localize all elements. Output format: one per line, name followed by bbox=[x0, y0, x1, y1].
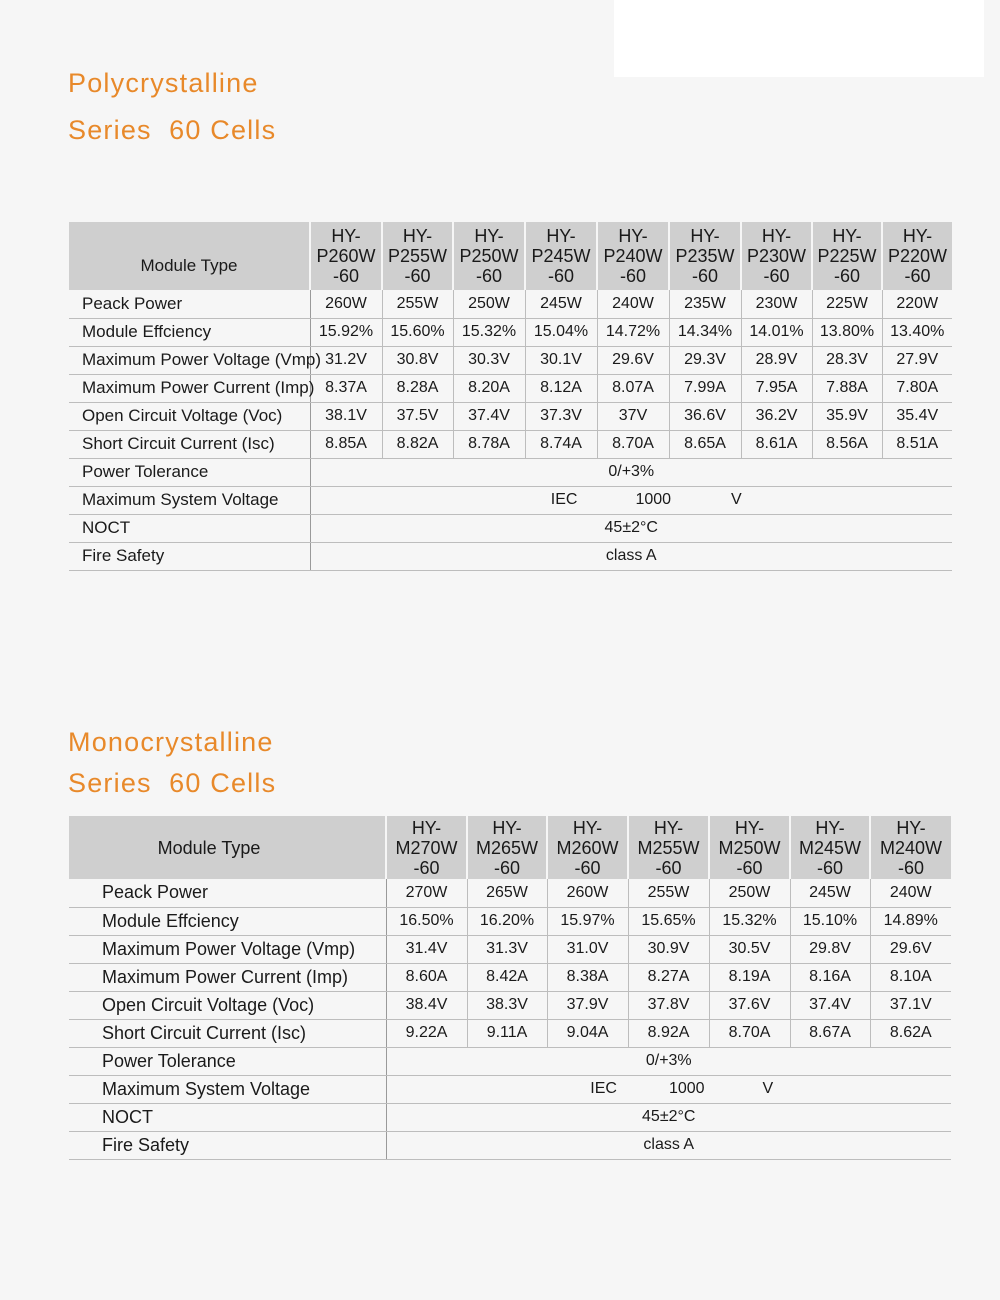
table-cell: 8.74A bbox=[525, 430, 597, 458]
table-cell: 235W bbox=[669, 290, 741, 318]
table-cell: 37.9V bbox=[547, 991, 628, 1019]
table-cell: 31.0V bbox=[547, 935, 628, 963]
table-row bbox=[69, 963, 951, 991]
row-label: Power Tolerance bbox=[69, 1047, 386, 1075]
table-row bbox=[69, 318, 952, 346]
table-cell: 15.32% bbox=[453, 318, 525, 346]
mono-model-header: HY- M240W -60 bbox=[870, 816, 951, 879]
mono-model-header: HY- M270W -60 bbox=[386, 816, 467, 879]
table-cell: 8.10A bbox=[870, 963, 951, 991]
table-row bbox=[69, 1019, 951, 1047]
table-row bbox=[69, 430, 952, 458]
table-cell: 225W bbox=[812, 290, 882, 318]
table-cell: 30.1V bbox=[525, 346, 597, 374]
table-row bbox=[69, 907, 951, 935]
row-label: Fire Safety bbox=[69, 1131, 386, 1159]
merged-cell bbox=[310, 486, 952, 514]
poly-model-header: HY- P220W -60 bbox=[882, 222, 952, 290]
table-cell: 27.9V bbox=[882, 346, 952, 374]
voltage-unit: V bbox=[762, 1080, 774, 1097]
table-cell: 270W bbox=[386, 879, 467, 907]
poly-heading-line2: Series 60 Cells bbox=[68, 115, 277, 145]
row-label: Maximum Power Current (Imp) bbox=[69, 963, 386, 991]
table-cell: 8.78A bbox=[453, 430, 525, 458]
row-label: Peack Power bbox=[69, 879, 386, 907]
table-cell: 8.27A bbox=[628, 963, 709, 991]
row-label: Short Circuit Current (Isc) bbox=[69, 430, 310, 458]
table-row bbox=[69, 1075, 951, 1103]
poly-model-header: HY- P245W -60 bbox=[525, 222, 597, 290]
poly-model-header: HY- P260W -60 bbox=[310, 222, 382, 290]
table-cell: 8.07A bbox=[597, 374, 669, 402]
mono-model-header: HY- M250W -60 bbox=[709, 816, 790, 879]
table-cell: 30.9V bbox=[628, 935, 709, 963]
blank-panel bbox=[614, 0, 984, 77]
table-cell: 240W bbox=[870, 879, 951, 907]
table-cell: 38.3V bbox=[467, 991, 547, 1019]
row-label: NOCT bbox=[69, 514, 310, 542]
table-cell: 8.92A bbox=[628, 1019, 709, 1047]
table-cell: 8.70A bbox=[709, 1019, 790, 1047]
table-cell: 265W bbox=[467, 879, 547, 907]
poly-spec-table bbox=[69, 222, 952, 571]
table-row bbox=[69, 374, 952, 402]
table-cell: 13.80% bbox=[812, 318, 882, 346]
table-cell: 14.34% bbox=[669, 318, 741, 346]
table-cell: 16.50% bbox=[386, 907, 467, 935]
table-row bbox=[69, 1047, 951, 1075]
mono-header-label: Module Type bbox=[69, 816, 386, 879]
table-cell: 30.8V bbox=[382, 346, 453, 374]
table-cell: 7.88A bbox=[812, 374, 882, 402]
table-cell: 8.60A bbox=[386, 963, 467, 991]
poly-model-header: HY- P230W -60 bbox=[741, 222, 812, 290]
table-cell: 14.89% bbox=[870, 907, 951, 935]
table-cell: 15.65% bbox=[628, 907, 709, 935]
table-cell: 8.19A bbox=[709, 963, 790, 991]
table-cell: 30.3V bbox=[453, 346, 525, 374]
table-cell: 29.6V bbox=[597, 346, 669, 374]
row-label: Short Circuit Current (Isc) bbox=[69, 1019, 386, 1047]
table-row bbox=[69, 1131, 951, 1159]
table-cell: 8.85A bbox=[310, 430, 382, 458]
table-cell: 36.6V bbox=[669, 402, 741, 430]
table-row bbox=[69, 1103, 951, 1131]
table-cell: 38.1V bbox=[310, 402, 382, 430]
table-cell: 38.4V bbox=[386, 991, 467, 1019]
row-label: Module Effciency bbox=[69, 318, 310, 346]
mono-header-row bbox=[69, 816, 951, 879]
table-cell: 36.2V bbox=[741, 402, 812, 430]
table-cell: 28.3V bbox=[812, 346, 882, 374]
table-cell: 37V bbox=[597, 402, 669, 430]
table-cell: 37.8V bbox=[628, 991, 709, 1019]
table-cell: 240W bbox=[597, 290, 669, 318]
table-cell: 37.4V bbox=[790, 991, 870, 1019]
row-label: Power Tolerance bbox=[69, 458, 310, 486]
table-cell: 9.04A bbox=[547, 1019, 628, 1047]
table-cell: 220W bbox=[882, 290, 952, 318]
mono-heading-line2: Series 60 Cells bbox=[68, 768, 277, 798]
row-label: Maximum System Voltage bbox=[69, 1075, 386, 1103]
poly-model-header: HY- P235W -60 bbox=[669, 222, 741, 290]
table-cell: 255W bbox=[628, 879, 709, 907]
table-row bbox=[69, 935, 951, 963]
poly-model-header: HY- P240W -60 bbox=[597, 222, 669, 290]
merged-cell: class A bbox=[386, 1131, 951, 1159]
table-cell: 15.10% bbox=[790, 907, 870, 935]
table-cell: 8.61A bbox=[741, 430, 812, 458]
mono-model-header: HY- M245W -60 bbox=[790, 816, 870, 879]
mono-model-header: HY- M260W -60 bbox=[547, 816, 628, 879]
voltage-standard: IEC bbox=[590, 1080, 617, 1097]
table-row bbox=[69, 402, 952, 430]
table-cell: 260W bbox=[547, 879, 628, 907]
table-cell: 250W bbox=[453, 290, 525, 318]
table-cell: 37.6V bbox=[709, 991, 790, 1019]
table-cell: 8.70A bbox=[597, 430, 669, 458]
poly-model-header: HY- P250W -60 bbox=[453, 222, 525, 290]
table-cell: 31.2V bbox=[310, 346, 382, 374]
mono-spec-table bbox=[69, 816, 951, 1160]
merged-cell bbox=[386, 1075, 951, 1103]
table-cell: 35.9V bbox=[812, 402, 882, 430]
voltage-unit: V bbox=[731, 491, 742, 508]
poly-header-label: Module Type bbox=[69, 222, 310, 290]
table-row bbox=[69, 486, 952, 514]
table-cell: 31.4V bbox=[386, 935, 467, 963]
table-cell: 15.92% bbox=[310, 318, 382, 346]
row-label: NOCT bbox=[69, 1103, 386, 1131]
table-cell: 8.16A bbox=[790, 963, 870, 991]
table-cell: 245W bbox=[790, 879, 870, 907]
table-cell: 35.4V bbox=[882, 402, 952, 430]
table-cell: 8.67A bbox=[790, 1019, 870, 1047]
voltage-value: 1000 bbox=[635, 491, 672, 508]
table-cell: 260W bbox=[310, 290, 382, 318]
table-cell: 8.51A bbox=[882, 430, 952, 458]
table-cell: 14.01% bbox=[741, 318, 812, 346]
merged-cell: 45±2°C bbox=[386, 1103, 951, 1131]
table-row bbox=[69, 346, 952, 374]
table-cell: 250W bbox=[709, 879, 790, 907]
row-label: Maximum System Voltage bbox=[69, 486, 310, 514]
row-label: Fire Safety bbox=[69, 542, 310, 570]
table-cell: 30.5V bbox=[709, 935, 790, 963]
table-cell: 8.56A bbox=[812, 430, 882, 458]
mono-heading-line1: Monocrystalline bbox=[68, 727, 274, 757]
table-cell: 8.28A bbox=[382, 374, 453, 402]
table-cell: 245W bbox=[525, 290, 597, 318]
table-row bbox=[69, 542, 952, 570]
row-label: Maximum Power Voltage (Vmp) bbox=[69, 935, 386, 963]
mono-model-header: HY- M255W -60 bbox=[628, 816, 709, 879]
row-label: Maximum Power Voltage (Vmp) bbox=[69, 346, 310, 374]
merged-cell: class A bbox=[310, 542, 952, 570]
table-cell: 28.9V bbox=[741, 346, 812, 374]
table-cell: 7.95A bbox=[741, 374, 812, 402]
table-cell: 15.32% bbox=[709, 907, 790, 935]
table-cell: 8.12A bbox=[525, 374, 597, 402]
table-cell: 9.22A bbox=[386, 1019, 467, 1047]
table-row bbox=[69, 514, 952, 542]
table-cell: 29.6V bbox=[870, 935, 951, 963]
table-row bbox=[69, 290, 952, 318]
table-row bbox=[69, 991, 951, 1019]
row-label: Open Circuit Voltage (Voc) bbox=[69, 991, 386, 1019]
table-cell: 8.20A bbox=[453, 374, 525, 402]
table-cell: 15.97% bbox=[547, 907, 628, 935]
poly-model-header: HY- P255W -60 bbox=[382, 222, 453, 290]
table-cell: 29.3V bbox=[669, 346, 741, 374]
table-cell: 8.38A bbox=[547, 963, 628, 991]
table-cell: 7.80A bbox=[882, 374, 952, 402]
table-cell: 8.82A bbox=[382, 430, 453, 458]
mono-model-header: HY- M265W -60 bbox=[467, 816, 547, 879]
row-label: Open Circuit Voltage (Voc) bbox=[69, 402, 310, 430]
table-cell: 16.20% bbox=[467, 907, 547, 935]
voltage-value: 1000 bbox=[668, 1080, 705, 1097]
table-row bbox=[69, 458, 952, 486]
table-cell: 31.3V bbox=[467, 935, 547, 963]
table-cell: 14.72% bbox=[597, 318, 669, 346]
table-cell: 37.5V bbox=[382, 402, 453, 430]
merged-cell: 0/+3% bbox=[386, 1047, 951, 1075]
table-row bbox=[69, 879, 951, 907]
table-cell: 8.37A bbox=[310, 374, 382, 402]
table-cell: 15.60% bbox=[382, 318, 453, 346]
table-cell: 8.42A bbox=[467, 963, 547, 991]
table-cell: 15.04% bbox=[525, 318, 597, 346]
table-cell: 29.8V bbox=[790, 935, 870, 963]
poly-heading-line1: Polycrystalline bbox=[68, 68, 259, 98]
table-cell: 37.4V bbox=[453, 402, 525, 430]
table-cell: 37.3V bbox=[525, 402, 597, 430]
merged-cell: 45±2°C bbox=[310, 514, 952, 542]
voltage-standard: IEC bbox=[550, 491, 578, 508]
table-cell: 230W bbox=[741, 290, 812, 318]
table-cell: 37.1V bbox=[870, 991, 951, 1019]
table-cell: 8.65A bbox=[669, 430, 741, 458]
row-label: Module Effciency bbox=[69, 907, 386, 935]
poly-model-header: HY- P225W -60 bbox=[812, 222, 882, 290]
table-cell: 13.40% bbox=[882, 318, 952, 346]
row-label: Maximum Power Current (Imp) bbox=[69, 374, 310, 402]
table-cell: 8.62A bbox=[870, 1019, 951, 1047]
table-cell: 7.99A bbox=[669, 374, 741, 402]
table-cell: 255W bbox=[382, 290, 453, 318]
merged-cell: 0/+3% bbox=[310, 458, 952, 486]
table-cell: 9.11A bbox=[467, 1019, 547, 1047]
poly-header-row bbox=[69, 222, 952, 290]
row-label: Peack Power bbox=[69, 290, 310, 318]
